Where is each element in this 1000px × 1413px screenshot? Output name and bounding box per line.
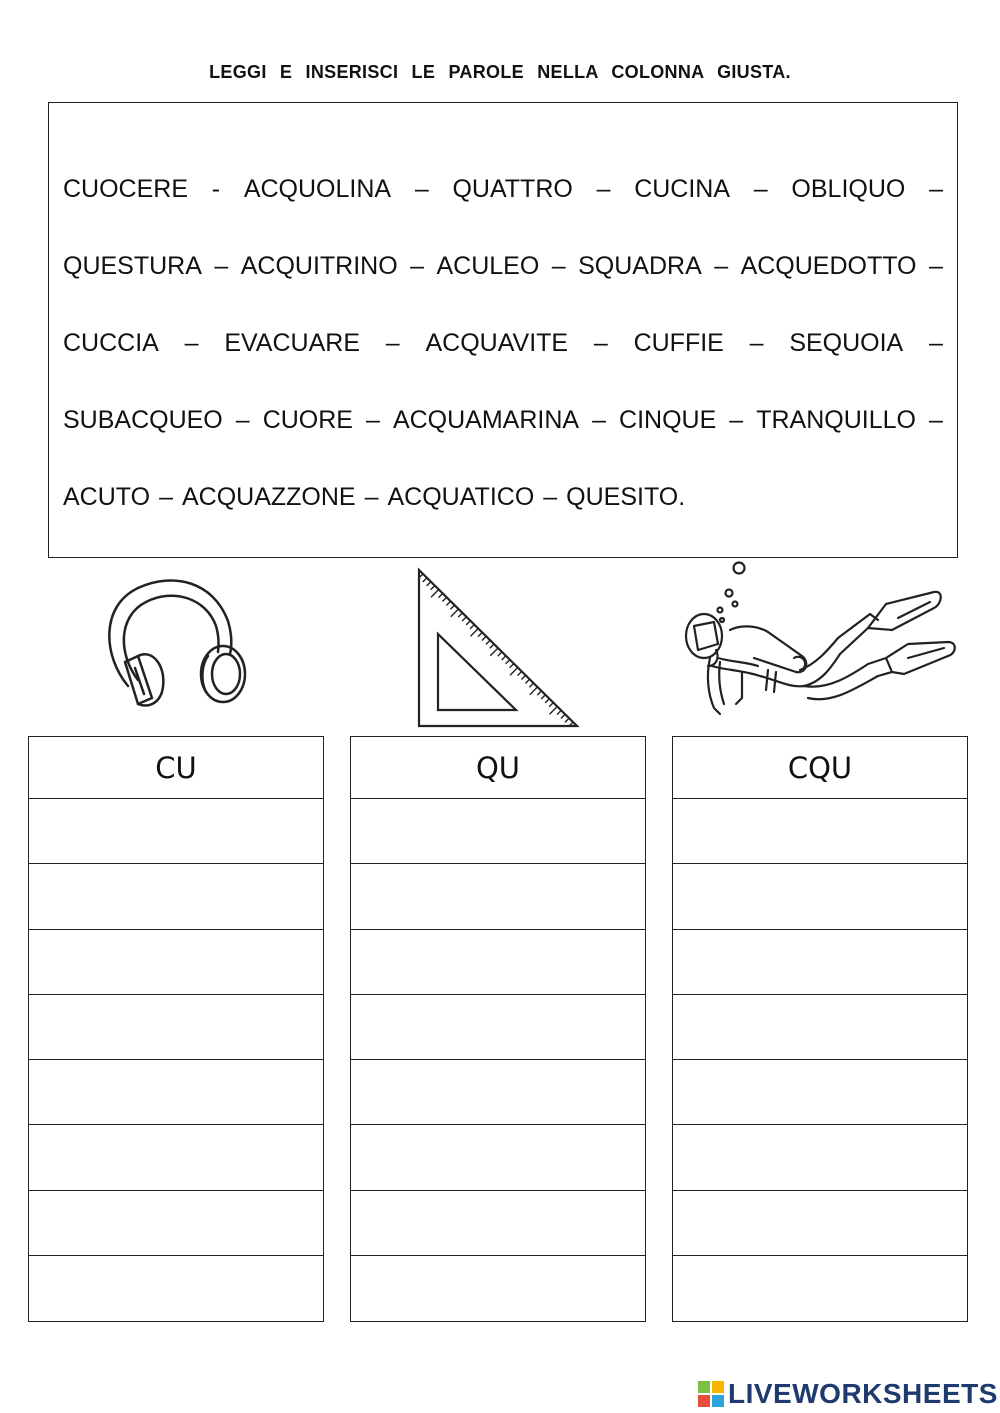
answer-row[interactable] <box>29 930 323 995</box>
answer-row[interactable] <box>351 1256 645 1321</box>
separator: – <box>729 406 744 434</box>
word: CUOCERE <box>63 175 189 203</box>
separator: – <box>414 175 429 203</box>
word: CUORE <box>262 406 353 434</box>
word: ACQUAVITE <box>425 329 569 357</box>
word: EVACUARE <box>224 329 360 357</box>
answer-row[interactable] <box>673 1060 967 1125</box>
answer-row[interactable] <box>351 864 645 929</box>
word: SQUADRA <box>578 252 702 280</box>
word: ACQUAZZONE <box>181 483 356 511</box>
separator: – <box>214 252 229 280</box>
column-header: CQU <box>673 737 967 799</box>
answer-row[interactable] <box>351 1191 645 1256</box>
column-cqu <box>672 736 968 1322</box>
separator: – <box>929 329 943 357</box>
word: ACQUATICO <box>387 483 535 511</box>
page-title: LEGGI E INSERISCI LE PAROLE NELLA COLONNA GIUSTA. <box>209 62 791 82</box>
column-qu <box>350 736 646 1322</box>
answer-row[interactable] <box>351 930 645 995</box>
word: QUESTURA <box>63 252 202 280</box>
word: SUBACQUEO <box>63 406 223 434</box>
word: QUESITO. <box>566 483 686 511</box>
separator: – <box>366 406 380 434</box>
word-bank <box>48 102 958 558</box>
scuba-diver-icon <box>672 558 962 726</box>
word: SEQUOIA <box>789 329 904 357</box>
answer-row[interactable] <box>673 1256 967 1321</box>
word: CUFFIE <box>633 329 724 357</box>
separator: – <box>184 329 199 357</box>
brand-icon <box>698 1381 724 1407</box>
answer-row[interactable] <box>351 799 645 864</box>
set-square-icon <box>412 564 584 732</box>
word: ACQUITRINO <box>240 252 398 280</box>
separator: – <box>592 406 606 434</box>
answer-row[interactable] <box>673 930 967 995</box>
word-line <box>63 483 943 512</box>
separator: – <box>235 406 250 434</box>
word: CINQUE <box>619 406 717 434</box>
separator: – <box>410 252 425 280</box>
word: ACUTO <box>63 483 151 511</box>
separator: – <box>593 329 608 357</box>
separator: – <box>928 252 943 280</box>
separator: - <box>211 175 221 203</box>
word: ACULEO <box>436 252 540 280</box>
word-line <box>63 252 943 281</box>
answer-row[interactable] <box>29 1256 323 1321</box>
separator: – <box>551 252 566 280</box>
separator: – <box>385 329 400 357</box>
word-line <box>63 175 943 204</box>
word: QUATTRO <box>452 175 573 203</box>
word: CUCINA <box>634 175 731 203</box>
answer-row[interactable] <box>29 1191 323 1256</box>
separator: – <box>749 329 764 357</box>
brand-text: LIVEWORKSHEETS <box>728 1378 998 1409</box>
word: ACQUOLINA <box>243 175 392 203</box>
separator: – <box>364 483 379 511</box>
answer-row[interactable] <box>673 799 967 864</box>
answer-row[interactable] <box>29 995 323 1060</box>
word: TRANQUILLO <box>756 406 916 434</box>
word: ACQUAMARINA <box>392 406 580 434</box>
word: ACQUEDOTTO <box>740 252 917 280</box>
separator: – <box>714 252 729 280</box>
word: CUCCIA <box>63 329 159 357</box>
column-cu <box>28 736 324 1322</box>
answer-row[interactable] <box>673 995 967 1060</box>
answer-row[interactable] <box>673 864 967 929</box>
answer-row[interactable] <box>29 864 323 929</box>
separator: – <box>928 406 943 434</box>
column-header: QU <box>351 737 645 799</box>
answer-row[interactable] <box>351 1060 645 1125</box>
separator: – <box>596 175 611 203</box>
answer-row[interactable] <box>351 995 645 1060</box>
word: OBLIQUO <box>791 175 906 203</box>
word-line <box>63 329 943 358</box>
word-line <box>63 406 943 435</box>
answer-row[interactable] <box>673 1191 967 1256</box>
separator: – <box>159 483 173 511</box>
answer-row[interactable] <box>351 1125 645 1190</box>
answer-row[interactable] <box>29 799 323 864</box>
brand-logo <box>698 1378 998 1410</box>
headphones-icon <box>98 576 253 726</box>
separator: – <box>753 175 768 203</box>
separator: – <box>929 175 943 203</box>
column-header: CU <box>29 737 323 799</box>
answer-row[interactable] <box>29 1125 323 1190</box>
answer-row[interactable] <box>673 1125 967 1190</box>
separator: – <box>543 483 558 511</box>
answer-row[interactable] <box>29 1060 323 1125</box>
